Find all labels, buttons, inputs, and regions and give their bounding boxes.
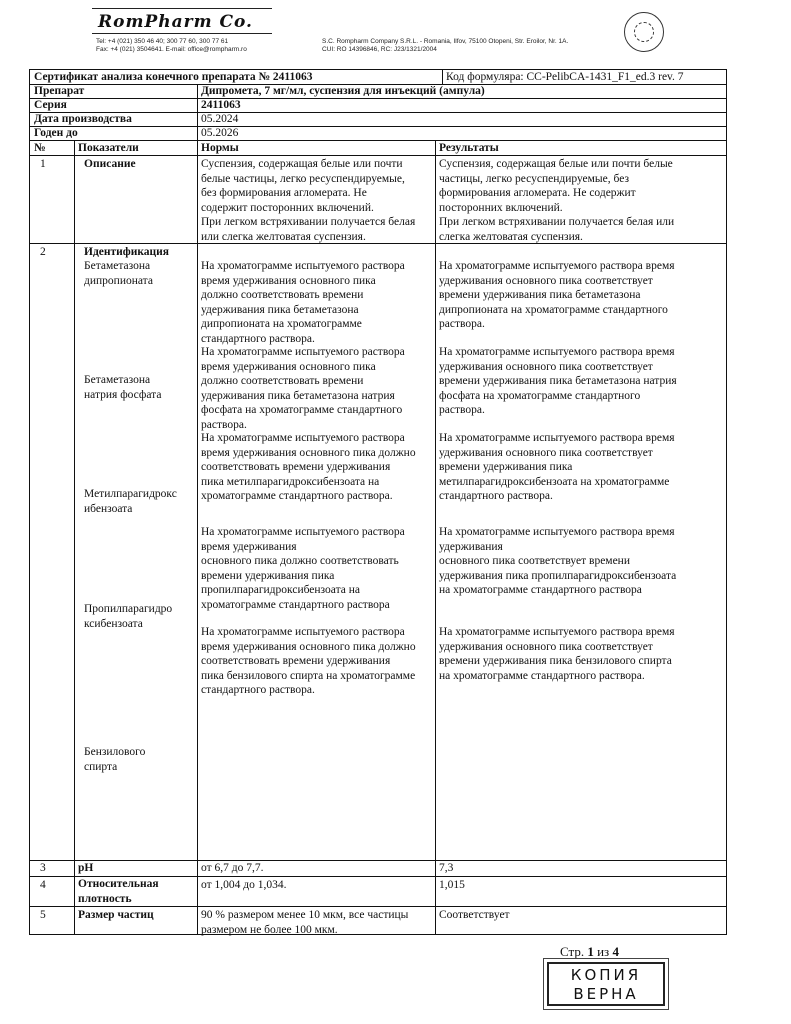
column-header-num: № xyxy=(34,142,46,154)
row-2-sub2-name: Бетаметазона натрия фосфата xyxy=(84,374,162,401)
certificate-table xyxy=(29,69,727,935)
production-date-value: 05.2024 xyxy=(201,113,239,125)
column-header-indicators: Показатели xyxy=(78,142,139,154)
row-4-result: 1,015 xyxy=(439,879,465,891)
row-2-num: 2 xyxy=(40,246,46,258)
row-3-num: 3 xyxy=(40,862,46,874)
row-2-sub2-result: На хроматограмме испытуемого раствора время удерживания основного пика соответствует времени удерживания пика бетаметазона натрия фосфата на хроматограмме стандартного раствора. xyxy=(439,346,677,416)
row-2-sub5-name: Бензилового спирта xyxy=(84,746,146,773)
row-5-num: 5 xyxy=(40,909,46,921)
contact-fax-email: Fax: +4 (021) 3504641. E-mail: office@rompharm.ro xyxy=(96,46,247,53)
page-separator: из xyxy=(597,944,610,959)
row-1-num: 1 xyxy=(40,158,46,170)
row-2-sub5-result: На хроматограмме испытуемого раствора время удерживания основного пика соответствует времени удерживания пика бензилового спирта на хроматограмме стандартного раствора. xyxy=(439,626,675,682)
row-5-result: Соответствует xyxy=(439,909,510,921)
row-1-name: Описание xyxy=(84,158,136,170)
page-total: 4 xyxy=(612,944,619,959)
company-seal-icon xyxy=(624,12,664,52)
row-2-sub4-result: На хроматограмме испытуемого раствора время удерживания основного пика соответствует времени удерживания пика пропилпарагидроксибензоата на хроматограмме стандартного раствора xyxy=(439,526,677,596)
row-2-sub4-name: Пропилпарагидро ксибензоата xyxy=(84,603,173,630)
row-4-num: 4 xyxy=(40,879,46,891)
row-2-sub3-name: Метилпарагидрокс ибензоата xyxy=(84,488,177,515)
contact-phone: Tel: +4 (021) 350 46 40; 300 77 60, 300 77 61 xyxy=(96,38,229,45)
column-header-results: Результаты xyxy=(439,142,499,154)
company-registration: CUI: RO 14396846, RC: J23/1321/2004 xyxy=(322,46,437,53)
expiry-value: 05.2026 xyxy=(201,127,239,139)
row-5-name: Размер частиц xyxy=(78,909,154,921)
row-3-norm: от 6,7 до 7,7. xyxy=(201,862,264,874)
row-2-sub1-result: На хроматограмме испытуемого раствора время удерживания основного пика соответствует времени удерживания пика бетаметазона дипропионата на хроматограмме стандартного раствора. xyxy=(439,260,675,330)
row-2-sub5-norm: На хроматограмме испытуемого раствора время удерживания основного пика должно соответствовать времени удерживания пика бензилового спирта на хроматограмме стандартного раствора. xyxy=(201,626,416,696)
company-address: S.C. Rompharm Company S.R.L. - Romania, Ilfov, 75100 Otopeni, Str. Eroilor, Nr. 1A. xyxy=(322,38,569,45)
row-4-name: Относительная плотность xyxy=(78,878,159,905)
formula-code: Код формуляра: CC-PelibCA-1431_F1_ed.3 rev. 7 xyxy=(446,71,684,83)
row-4-norm: от 1,004 до 1,034. xyxy=(201,879,287,891)
product-label: Препарат xyxy=(34,85,85,97)
production-date-label: Дата производства xyxy=(34,113,132,125)
row-1-norm: Суспензия, содержащая белые или почти белые частицы, легко ресуспендируемые, без формирования агломерата. Не содержит посторонних включений. При легком встряхивании получается белая или слегка желтоватая суспензия. xyxy=(201,158,416,243)
column-header-norms: Нормы xyxy=(201,142,239,154)
row-3-result: 7,3 xyxy=(439,862,454,874)
company-logo: RomPharm Co. xyxy=(92,8,272,34)
row-2-sub4-norm: На хроматограмме испытуемого раствора время удерживания основного пика должно соответствовать времени удерживания пика пропилпарагидроксибензоата на хроматограмме стандартного раствора xyxy=(201,526,405,611)
certified-copy-stamp: КОПИЯ ВЕРНА xyxy=(547,962,665,1006)
row-3-name: pH xyxy=(78,862,94,874)
row-2-sub3-result: На хроматограмме испытуемого раствора время удерживания основного пика соответствует времени удерживания пика метилпарагидроксибензоата на хроматограмме стандартного раствора. xyxy=(439,432,675,502)
series-value: 2411063 xyxy=(201,99,241,111)
series-label: Серия xyxy=(34,99,67,111)
row-2-sub2-norm: На хроматограмме испытуемого раствора время удерживания основного пика должно соответствовать времени удерживания пика бетаметазона натрия фосфата на хроматограмме стандартного раствора. xyxy=(201,346,405,431)
row-5-norm: 90 % размером менее 10 мкм, все частицы размером не более 100 мкм. xyxy=(201,909,409,936)
page-current: 1 xyxy=(587,944,594,959)
row-2-name: Идентификация xyxy=(84,246,170,258)
row-1-result: Суспензия, содержащая белые или почти белые частицы, легко ресуспендируемые, без формирования агломерата. Не содержит посторонних включений. При легком встряхивании получается белая или слегка желтоватая суспензия. xyxy=(439,158,675,243)
product-value: Дипромета, 7 мг/мл, суспензия для инъекций (ампула) xyxy=(201,85,485,97)
row-2-sub1-name: Бетаметазона дипропионата xyxy=(84,260,153,287)
row-2-sub3-norm: На хроматограмме испытуемого раствора время удерживания основного пика должно соответствовать времени удерживания пика метилпарагидроксибензоата на хроматограмме стандартного раствора. xyxy=(201,432,416,502)
expiry-label: Годен до xyxy=(34,127,78,139)
row-2-sub1-norm: На хроматограмме испытуемого раствора время удерживания основного пика должно соответствовать времени удерживания пика бетаметазона дипропионата на хроматограмме стандартного раствора. xyxy=(201,260,405,345)
certificate-title: Сертификат анализа конечного препарата № 2411063 xyxy=(34,71,313,83)
page-prefix: Стр. xyxy=(560,944,585,959)
